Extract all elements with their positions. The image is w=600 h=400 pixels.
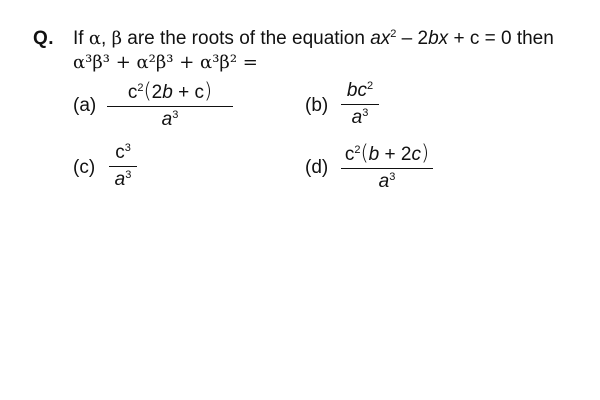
option-d-den-a: a xyxy=(378,171,390,192)
option-b-numerator xyxy=(341,80,379,102)
question-middle-text: are the roots of the equation xyxy=(121,28,371,49)
option-b-num-exp: 2 xyxy=(366,80,374,92)
option-c-denominator xyxy=(109,169,137,191)
alpha-symbol: α xyxy=(88,28,101,49)
option-b-den-exp: 3 xyxy=(362,107,369,119)
option-a-fraction-bar xyxy=(107,106,233,107)
option-a-open-paren: ( xyxy=(143,79,152,103)
option-d[interactable] xyxy=(305,142,505,202)
option-a-den-exp: 3 xyxy=(172,109,179,121)
option-a-close-paren: ) xyxy=(203,79,213,103)
option-a-denominator xyxy=(107,109,233,131)
question-text-line-2 xyxy=(73,52,258,74)
equation-rest: + c = 0 then xyxy=(448,28,554,49)
question-text-line-1 xyxy=(73,28,554,50)
option-a-num-c2: c xyxy=(194,82,204,103)
question-number: Q. xyxy=(33,28,55,49)
option-c-fraction xyxy=(109,142,137,191)
option-b-label: (b) xyxy=(305,95,329,116)
option-d-fraction xyxy=(341,142,433,193)
option-d-num-c-exp: 2 xyxy=(354,144,361,156)
option-a-label: (a) xyxy=(73,95,97,116)
option-d-num-b: b xyxy=(368,144,380,165)
option-a-fraction xyxy=(107,80,233,131)
option-a-den-a: a xyxy=(161,109,173,130)
equation-square-exponent: 2 xyxy=(390,28,397,40)
equation-minus-two: – 2 xyxy=(396,28,429,49)
option-d-fraction-bar xyxy=(341,168,433,169)
equation-bx: bx xyxy=(428,28,449,49)
option-b[interactable] xyxy=(305,80,425,140)
option-a-numerator xyxy=(107,80,233,104)
option-c-den-exp: 3 xyxy=(125,169,132,181)
option-b-fraction xyxy=(341,80,379,129)
option-a-num-plus: + xyxy=(172,82,195,103)
question-prefix: If xyxy=(73,28,89,49)
question-expression: α³β³ + α²β³ + α³β² = xyxy=(73,52,258,73)
option-d-num-c: c xyxy=(344,144,355,165)
option-d-label: (d) xyxy=(305,157,329,178)
option-a-num-c: c xyxy=(127,82,138,103)
option-c-num-c: c xyxy=(115,142,125,163)
option-d-den-exp: 3 xyxy=(389,171,396,183)
option-b-fraction-bar xyxy=(341,104,379,105)
question-comma: , xyxy=(101,28,112,49)
option-c-numerator xyxy=(109,142,137,164)
option-d-open-paren: ( xyxy=(360,141,369,165)
option-a-num-two: 2 xyxy=(151,82,163,103)
option-c-num-exp: 3 xyxy=(124,142,131,154)
option-c-label: (c) xyxy=(73,157,96,178)
option-a-num-b: b xyxy=(162,82,173,103)
option-c-den-a: a xyxy=(114,169,126,190)
option-d-numerator xyxy=(341,142,433,166)
option-a-num-c-exp: 2 xyxy=(137,82,144,94)
option-d-close-paren: ) xyxy=(420,141,430,165)
option-c[interactable] xyxy=(73,142,193,202)
option-b-denominator xyxy=(341,107,379,129)
option-c-fraction-bar xyxy=(109,166,137,167)
option-a[interactable] xyxy=(73,80,273,140)
beta-symbol: β xyxy=(111,28,122,49)
option-b-den-a: a xyxy=(351,107,363,128)
option-d-denominator xyxy=(341,171,433,193)
option-d-num-c2: c xyxy=(411,144,421,165)
equation-ax: ax xyxy=(370,28,391,49)
option-d-num-plus-two: + 2 xyxy=(379,144,412,165)
option-b-num-bc: bc xyxy=(346,80,367,101)
